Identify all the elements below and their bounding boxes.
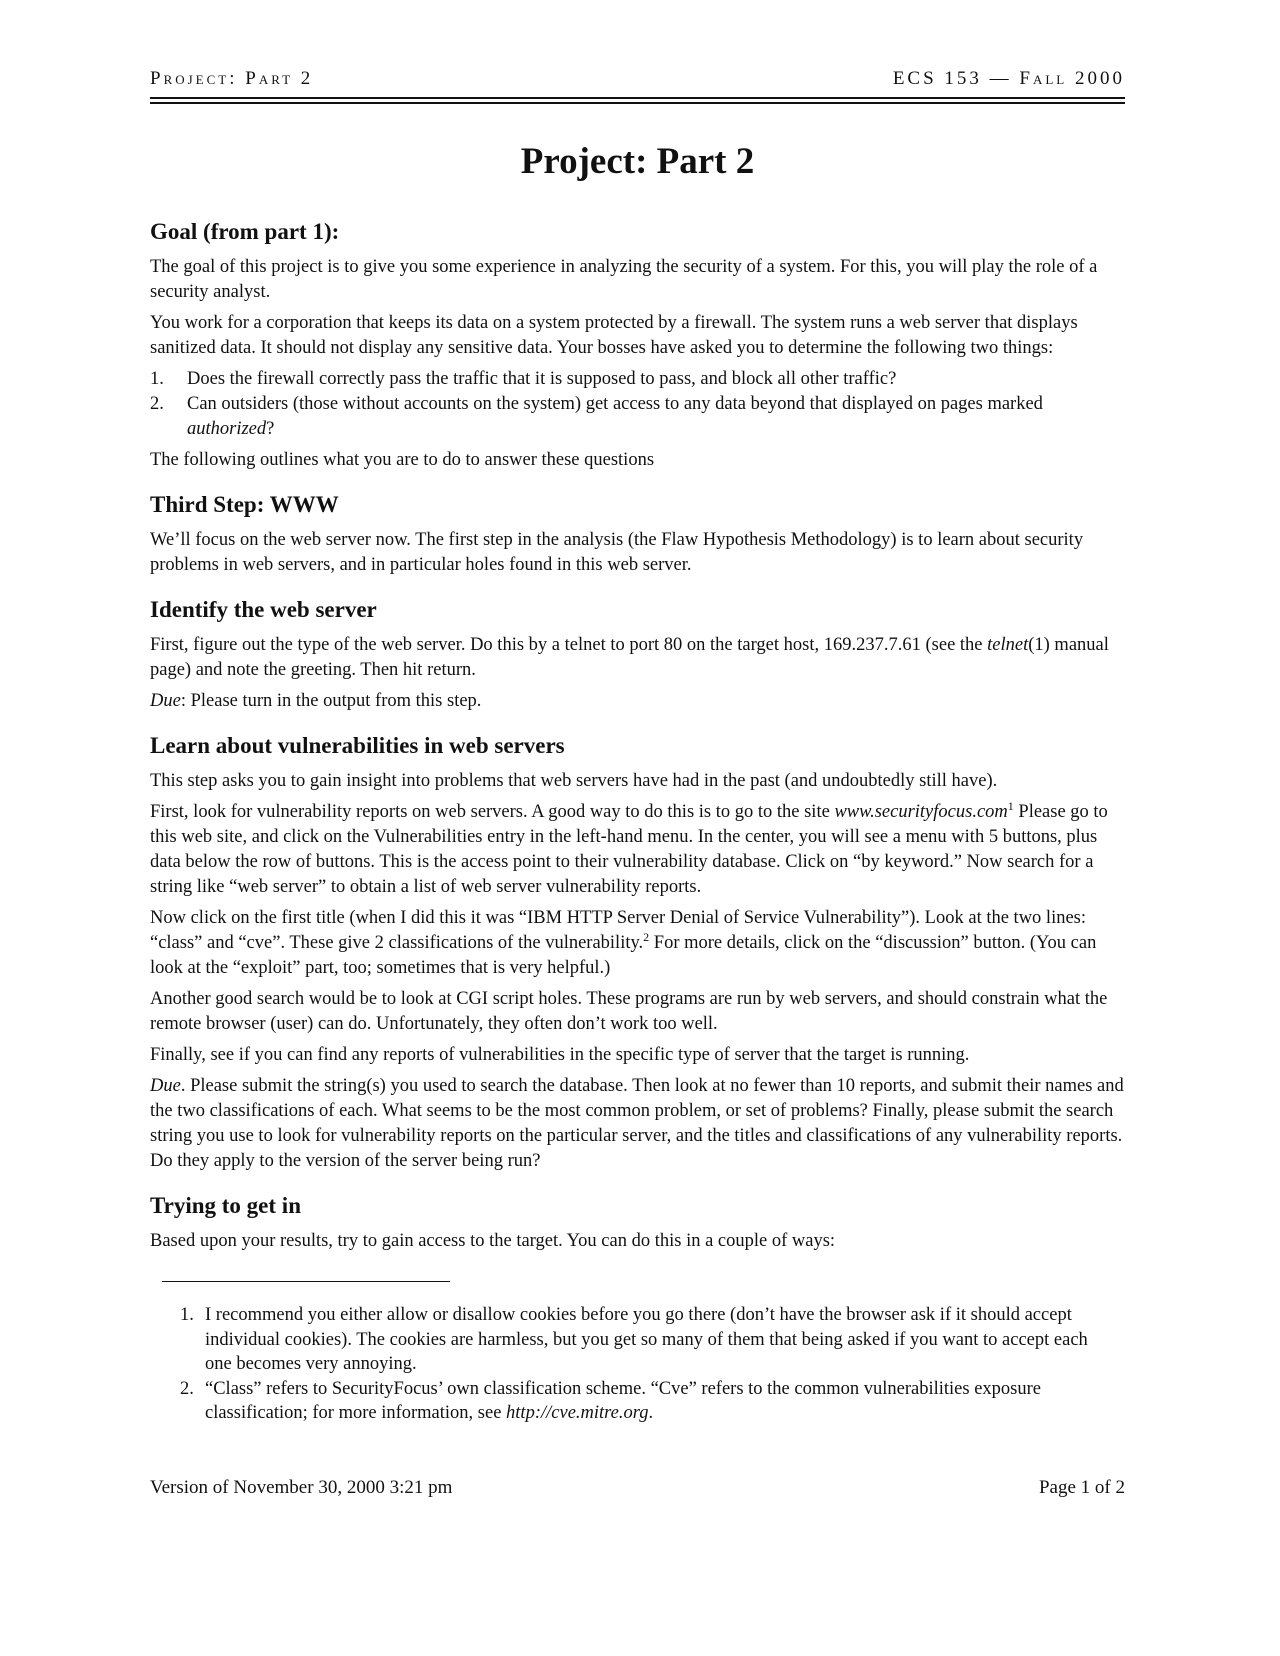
header-left: Project: Part 2 [150, 68, 314, 89]
due-text: . Please submit the string(s) you used to search the database. Then look at no fewer than 10 reports, and submit their names and the two classifications of each. What seems to be the most common problem, or set of problems? Finally, please submit the search string you use to look for vulnerability reports on the particular server, and the titles and classifications of any vulnerability reports. Do they apply to the version of the server being run? [150, 1076, 1124, 1171]
version-stamp: Version of November 30, 2000 3:21 pm [150, 1477, 453, 1498]
running-header [150, 68, 1125, 96]
paragraph [150, 633, 1125, 683]
footnote-link: http://cve.mitre.org [506, 1403, 649, 1423]
document-page [150, 0, 1125, 1656]
due-paragraph [150, 689, 1125, 714]
list-item [150, 392, 1125, 442]
list-text: Can outsiders (those without accounts on the system) get access to any data beyond that displayed on pages marked [187, 394, 1043, 414]
paragraph: The goal of this project is to give you some experience in analyzing the security of a system. For this, you will play the role of a security analyst. [150, 257, 1098, 302]
section-heading: Identify the web server [150, 597, 377, 622]
footnote-text: “Class” refers to SecurityFocus’ own classification scheme. “Cve” refers to the common vulnerabilities exposure classification; for more information, see [205, 1378, 1042, 1423]
section-heading: Learn about vulnerabilities in web servers [150, 733, 565, 758]
section-learn [150, 732, 1125, 1174]
footnote-rule [162, 1281, 450, 1282]
due-text: : Please turn in the output from this step. [180, 691, 482, 711]
paragraph: This step asks you to gain insight into problems that web servers have had in the past (and undoubtedly still have). [150, 771, 998, 791]
list-item [150, 367, 1125, 392]
paragraph [150, 800, 1125, 900]
section-goal [150, 218, 1125, 473]
text-run: First, figure out the type of the web server. Do this by a telnet to port 80 on the target host, 169.237.7.61 (see the [150, 635, 988, 655]
section-trying [150, 1192, 1125, 1254]
emphasis: authorized [187, 419, 267, 439]
emphasis: telnet [987, 635, 1029, 655]
section-identify [150, 596, 1125, 714]
text-run: First, look for vulnerability reports on web servers. A good way to do this is to go to the site [150, 802, 835, 822]
footnote [180, 1377, 1100, 1426]
site-link: www.securityfocus.com [834, 802, 1008, 822]
footnote-tail: . [648, 1403, 654, 1423]
section-third-step [150, 491, 1125, 578]
footnote-number: 1. [180, 1305, 194, 1325]
paragraph: Another good search would be to look at CGI script holes. These programs are run by web servers, and should constrain what the remote browser (user) can do. Unfortunately, they often don’t work too well. [150, 989, 1108, 1034]
page-title: Project: Part 2 [520, 141, 755, 182]
footnote-ref: 1 [1007, 799, 1014, 813]
header-rule-bottom [150, 102, 1125, 104]
paragraph: Based upon your results, try to gain access to the target. You can do this in a couple of ways: [150, 1231, 836, 1251]
document-body [150, 218, 1125, 1260]
list-text: Does the firewall correctly pass the traffic that it is supposed to pass, and block all other traffic? [187, 369, 897, 389]
due-paragraph [150, 1074, 1125, 1174]
list-number: 2. [150, 394, 164, 414]
footnotes [180, 1303, 1100, 1426]
list-text-tail: ? [266, 419, 275, 439]
footnote-number: 2. [180, 1378, 194, 1399]
section-heading: Third Step: WWW [150, 492, 339, 517]
paragraph: Finally, see if you can find any reports of vulnerabilities in the specific type of server that the target is running. [150, 1045, 970, 1065]
paragraph: We’ll focus on the web server now. The first step in the analysis (the Flaw Hypothesis Methodology) is to learn about security problems in web servers, and in particular holes found in this web server. [150, 530, 1084, 575]
text-run: Please go to this web site, and click on the Vulnerabilities entry in the left-hand menu. In the center, you will see a menu with 5 buttons, plus data below the row of buttons. This is the access point to their vulnerability database. Click on “by keyword.” Now search for a string like “web server” to obtain a list of web server vulnerability reports. [150, 802, 1108, 897]
header-right: ECS 153 — Fall 2000 [892, 68, 1125, 89]
text-run: Now click on the first title (when I did this it was “IBM HTTP Server Denial of Service Vulnerability”). Look at the two lines: “class” and “cve”. These give 2 classifications of the vulnerability. [150, 908, 1087, 953]
text-run: For more details, click on the “discussion” button. (You can look at the “exploit” part, too; sometimes that is very helpful.) [150, 933, 1097, 978]
paragraph [150, 906, 1125, 981]
header-rule-top [150, 97, 1125, 99]
section-heading: Goal (from part 1): [150, 219, 340, 244]
text-run: (1) manual page) and note the greeting. Then hit return. [150, 635, 1109, 680]
footnote-text: I recommend you either allow or disallow cookies before you go there (don’t have the browser ask if it should accept individual cookies). The cookies are harmless, but you get so many of them that being asked if you want to accept each one becomes very annoying. [205, 1305, 1088, 1374]
due-label: Due [150, 691, 181, 711]
due-label: Due [150, 1076, 181, 1096]
paragraph: The following outlines what you are to do to answer these questions [150, 450, 655, 470]
list-number: 1. [150, 369, 164, 389]
footnote-ref: 2 [643, 930, 650, 944]
page-number: Page 1 of 2 [1038, 1477, 1125, 1498]
paragraph: You work for a corporation that keeps its data on a system protected by a firewall. The system runs a web server that displays sanitized data. It should not display any sensitive data. Your bosses have asked you to determine the following two things: [150, 313, 1078, 358]
section-heading: Trying to get in [150, 1193, 301, 1218]
question-list [150, 367, 1125, 442]
footnote [180, 1303, 1100, 1377]
